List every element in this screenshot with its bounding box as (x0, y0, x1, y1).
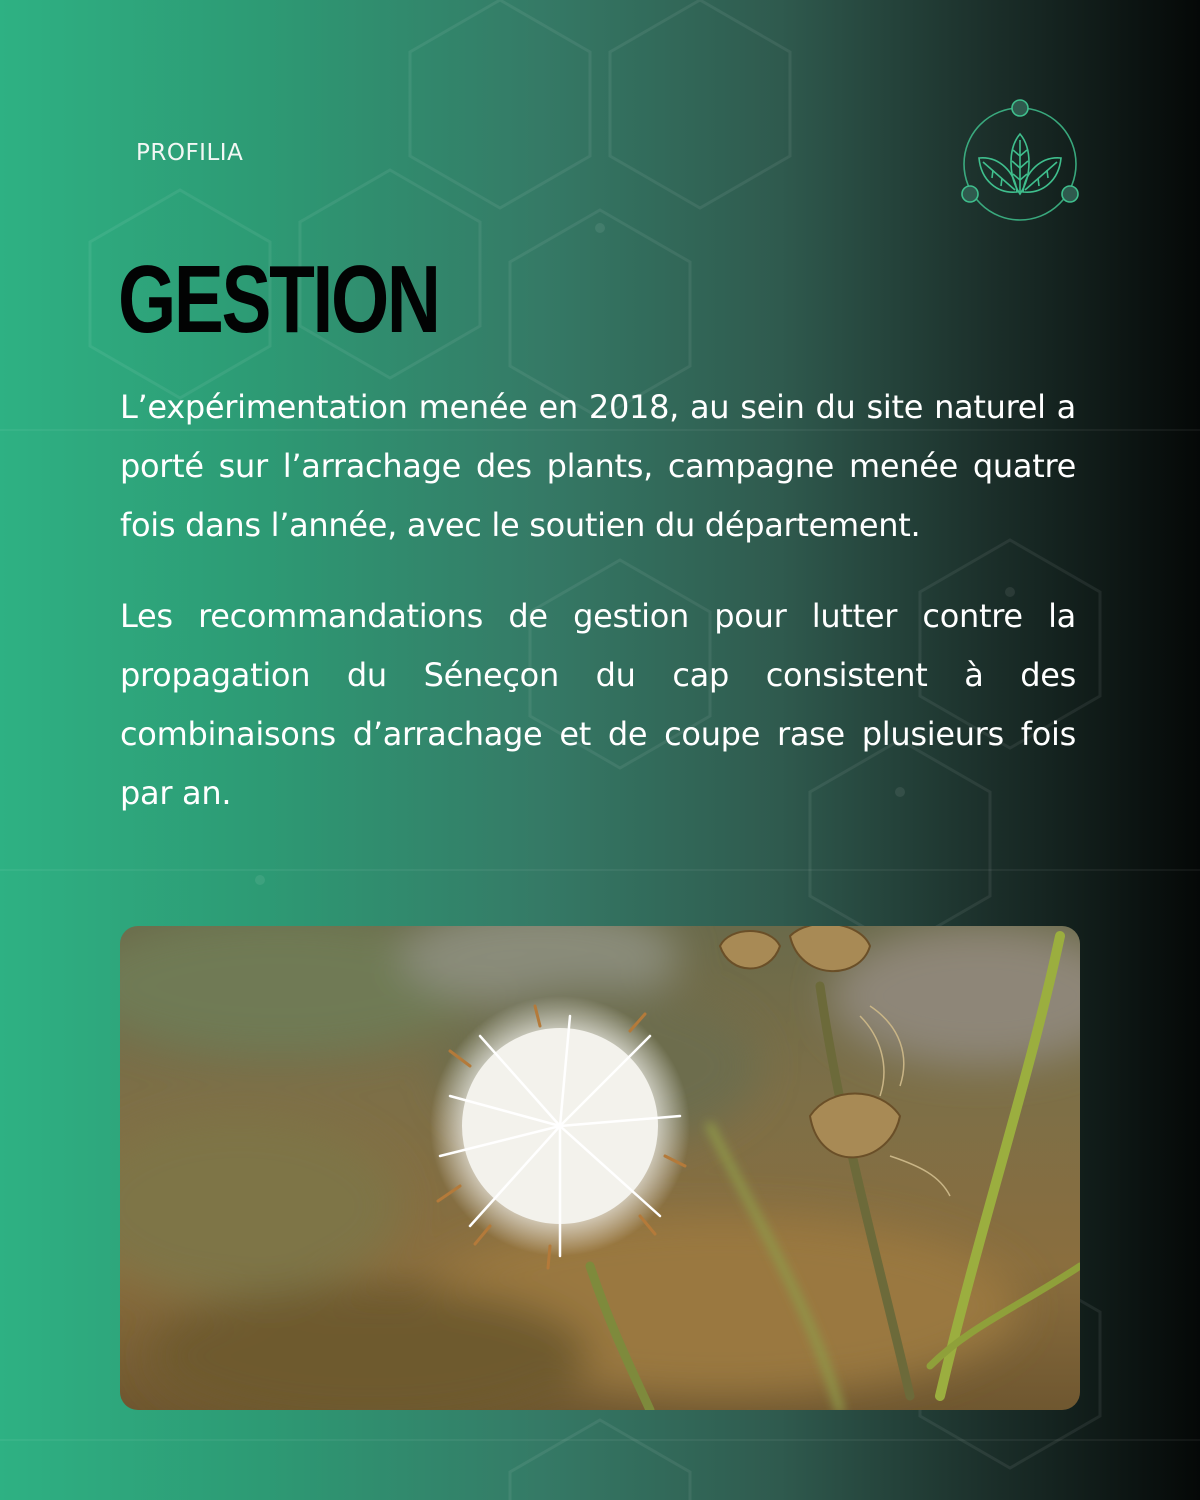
seed-head-photo (120, 926, 1080, 1410)
body-text (120, 378, 1076, 855)
paragraph-experiment: L’expérimentation menée en 2018, au sein du site naturel a porté sur l’arrachage des plants, campagne menée quatre fois dans l’année, avec le soutien du département. (120, 388, 1076, 544)
photo-illustration (120, 926, 1080, 1410)
leaf-cycle-icon (955, 98, 1085, 228)
page-title: GESTION (118, 246, 439, 353)
paragraph-recommendations: Les recommandations de gestion pour lutter contre la propagation du Séneçon du cap consistent à des combinaisons d’arrachage et de coupe rase plusieurs fois par an. (120, 597, 1076, 812)
brand-name: PROFILIA (136, 140, 244, 166)
